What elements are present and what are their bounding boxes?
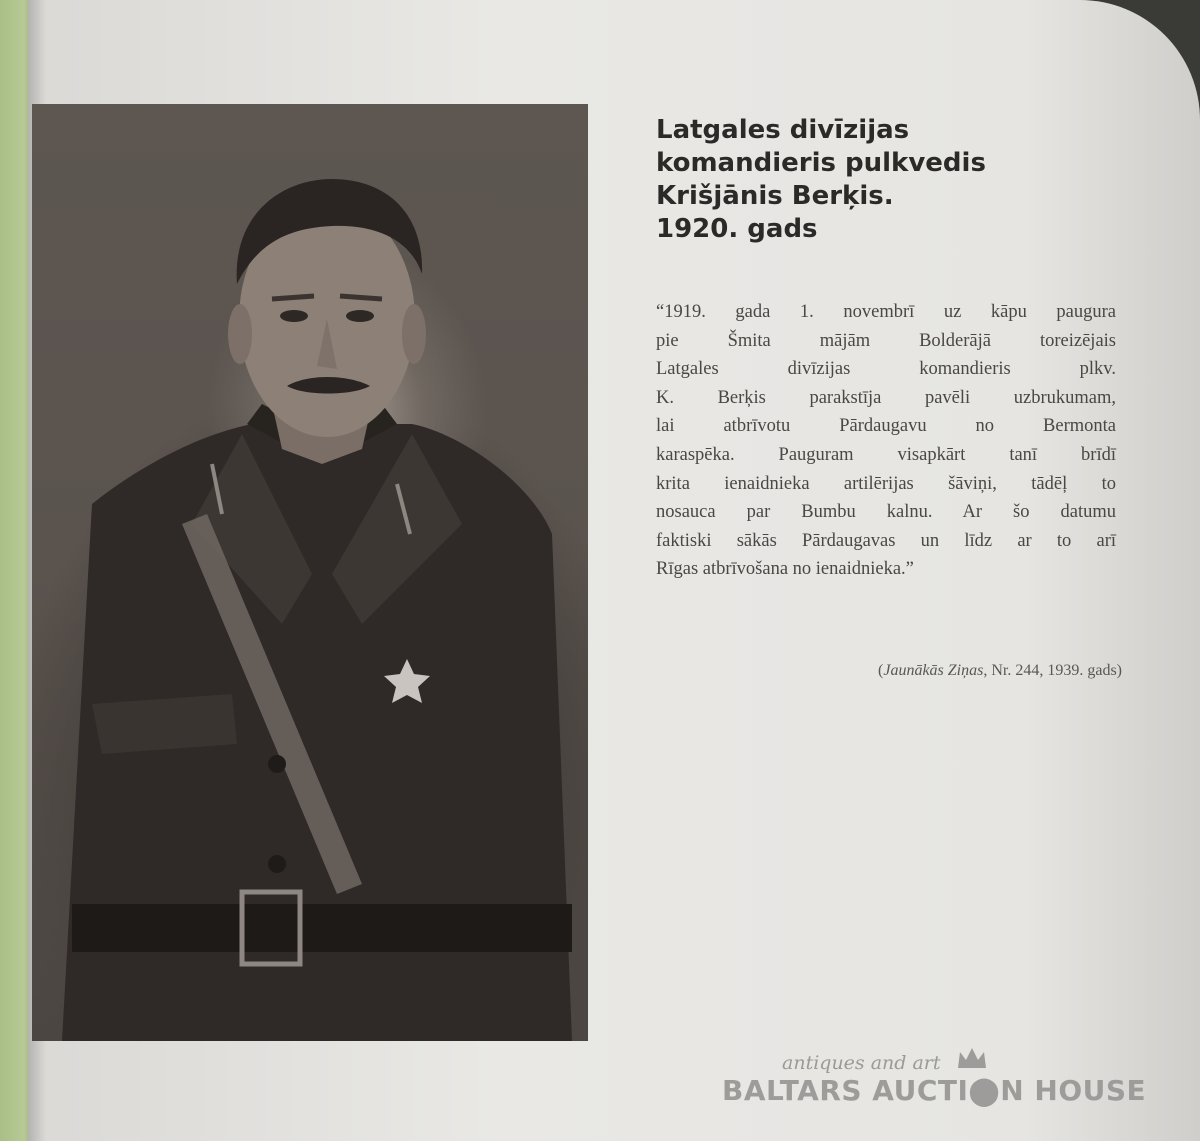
quote-source <box>700 662 1122 680</box>
quote-line: karaspēka. Pauguram visapkārt tanī brīdī <box>656 444 1116 465</box>
quote-line: Latgales divīzijas komandieris plkv. <box>656 359 1116 380</box>
quote-line: K. Berķis parakstīja pavēli uzbrukumam, <box>656 387 1116 408</box>
caption-title-line: Krišjānis Berķis. <box>656 181 894 211</box>
source-open: ( <box>878 662 884 679</box>
quote-line: krita ienaidnieka artilērijas šāviņi, tādēļ to <box>656 473 1116 494</box>
caption-title-line: 1920. gads <box>656 214 818 244</box>
watermark-subtitle: antiques and art <box>782 1052 941 1074</box>
portrait-figure <box>32 104 588 1041</box>
caption-title <box>656 114 1076 246</box>
watermark <box>722 1052 1147 1112</box>
quote-line: faktiski sākās Pārdaugavas un līdz ar to arī <box>656 530 1116 551</box>
crown-icon <box>956 1046 988 1070</box>
source-details: , Nr. 244, 1939. gads) <box>983 662 1122 679</box>
quote-line: nosauca par Bumbu kalnu. Ar šo datumu <box>656 502 1116 523</box>
source-publication: Jaunākās Ziņas <box>883 662 984 679</box>
portrait-photo <box>32 104 588 1041</box>
caption-title-line: komandieris pulkvedis <box>656 148 986 178</box>
quote-line: “1919. gada 1. novembrī uz kāpu paugura <box>656 302 1116 322</box>
watermark-name: BALTARS AUCTI⬤N HOUSE <box>722 1074 1147 1107</box>
quote-text <box>656 298 1116 584</box>
caption-title-line: Latgales divīzijas <box>656 115 910 145</box>
quote-line: pie Šmita mājām Bolderājā toreizējais <box>656 330 1116 351</box>
quote-line: lai atbrīvotu Pārdaugavu no Bermonta <box>656 416 1116 437</box>
quote-line: Rīgas atbrīvošana no ienaidnieka.” <box>656 559 914 580</box>
